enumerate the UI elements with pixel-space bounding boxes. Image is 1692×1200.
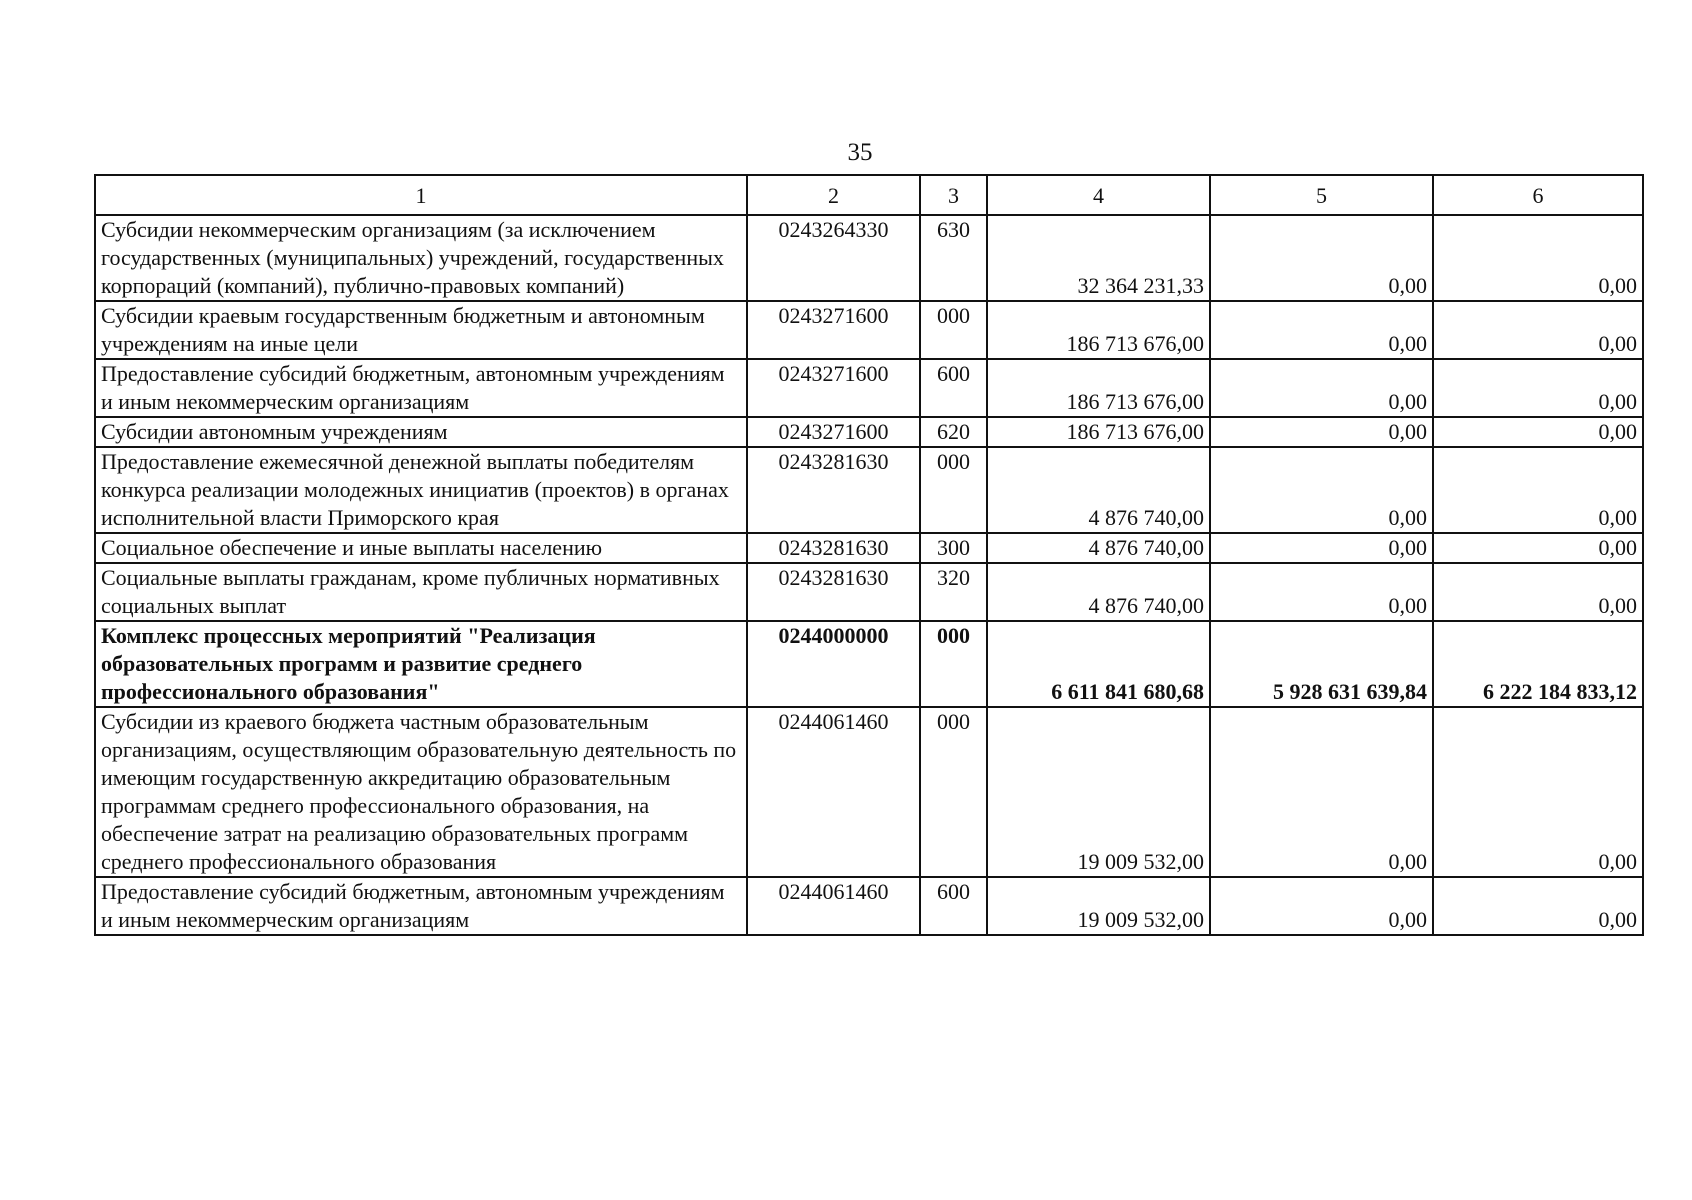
row-name: Субсидии некоммерческим организациям (за исключением государственных (муниципальных) учреждений, государственных корпораций (компаний), публично-правовых компаний) [95, 215, 747, 301]
page-number: 35 [847, 139, 873, 166]
row-name: Субсидии из краевого бюджета частным образовательным организациям, осуществляющим образовательную деятельность по имеющим государственную аккредитацию образовательным программам среднего профессионального образования, на обеспечение затрат на реализацию образовательных программ среднего профессионального образования [95, 707, 747, 877]
row-amount-4: 32 364 231,33 [987, 215, 1210, 301]
table-row [95, 417, 1643, 447]
column-header-2: 2 [747, 175, 920, 215]
row-amount-6: 0,00 [1433, 417, 1643, 447]
row-amount-6: 0,00 [1433, 301, 1643, 359]
row-amount-6: 0,00 [1433, 215, 1643, 301]
table-row [95, 301, 1643, 359]
row-type: 000 [920, 621, 987, 707]
row-name: Предоставление ежемесячной денежной выплаты победителям конкурса реализации молодежных инициатив (проектов) в органах исполнительной власти Приморского края [95, 447, 747, 533]
row-amount-4: 4 876 740,00 [987, 563, 1210, 621]
row-amount-5: 0,00 [1210, 301, 1433, 359]
row-type: 000 [920, 447, 987, 533]
row-code: 0244000000 [747, 621, 920, 707]
table-row [95, 533, 1643, 563]
row-amount-5: 0,00 [1210, 707, 1433, 877]
row-code: 0244061460 [747, 877, 920, 935]
row-code: 0243281630 [747, 447, 920, 533]
row-name: Социальные выплаты гражданам, кроме публичных нормативных социальных выплат [95, 563, 747, 621]
row-type: 600 [920, 359, 987, 417]
table-row [95, 707, 1643, 877]
row-amount-5: 5 928 631 639,84 [1210, 621, 1433, 707]
row-amount-5: 0,00 [1210, 447, 1433, 533]
row-amount-4: 19 009 532,00 [987, 707, 1210, 877]
row-name: Предоставление субсидий бюджетным, автономным учреждениям и иным некоммерческим организациям [95, 359, 747, 417]
row-name: Социальное обеспечение и иные выплаты населению [95, 533, 747, 563]
row-type: 320 [920, 563, 987, 621]
column-header-4: 4 [987, 175, 1210, 215]
row-amount-4: 186 713 676,00 [987, 417, 1210, 447]
table-row [95, 359, 1643, 417]
row-code: 0244061460 [747, 707, 920, 877]
column-header-5: 5 [1210, 175, 1433, 215]
row-amount-4: 19 009 532,00 [987, 877, 1210, 935]
row-amount-6: 0,00 [1433, 563, 1643, 621]
column-header-1: 1 [95, 175, 747, 215]
row-amount-5: 0,00 [1210, 417, 1433, 447]
row-type: 300 [920, 533, 987, 563]
table-row [95, 621, 1643, 707]
table-row [95, 215, 1643, 301]
row-amount-6: 0,00 [1433, 877, 1643, 935]
row-amount-5: 0,00 [1210, 877, 1433, 935]
row-type: 600 [920, 877, 987, 935]
row-amount-4: 186 713 676,00 [987, 359, 1210, 417]
row-name: Субсидии краевым государственным бюджетным и автономным учреждениям на иные цели [95, 301, 747, 359]
table-body [95, 215, 1643, 935]
row-amount-4: 6 611 841 680,68 [987, 621, 1210, 707]
row-type: 630 [920, 215, 987, 301]
row-amount-5: 0,00 [1210, 215, 1433, 301]
column-header-3: 3 [920, 175, 987, 215]
row-type: 000 [920, 707, 987, 877]
table-row [95, 877, 1643, 935]
row-amount-5: 0,00 [1210, 533, 1433, 563]
row-amount-4: 186 713 676,00 [987, 301, 1210, 359]
row-amount-4: 4 876 740,00 [987, 447, 1210, 533]
row-amount-5: 0,00 [1210, 563, 1433, 621]
row-amount-6: 6 222 184 833,12 [1433, 621, 1643, 707]
budget-table [94, 174, 1644, 936]
row-amount-6: 0,00 [1433, 447, 1643, 533]
row-type: 620 [920, 417, 987, 447]
row-name: Субсидии автономным учреждениям [95, 417, 747, 447]
row-code: 0243281630 [747, 563, 920, 621]
row-name: Предоставление субсидий бюджетным, автономным учреждениям и иным некоммерческим организациям [95, 877, 747, 935]
column-header-6: 6 [1433, 175, 1643, 215]
row-code: 0243271600 [747, 301, 920, 359]
table-header-row [95, 175, 1643, 215]
row-amount-6: 0,00 [1433, 707, 1643, 877]
table-row [95, 563, 1643, 621]
row-name: Комплекс процессных мероприятий "Реализация образовательных программ и развитие среднего профессионального образования" [95, 621, 747, 707]
row-code: 0243271600 [747, 417, 920, 447]
row-code: 0243281630 [747, 533, 920, 563]
table-row [95, 447, 1643, 533]
row-type: 000 [920, 301, 987, 359]
row-amount-4: 4 876 740,00 [987, 533, 1210, 563]
row-code: 0243271600 [747, 359, 920, 417]
row-amount-6: 0,00 [1433, 359, 1643, 417]
row-amount-5: 0,00 [1210, 359, 1433, 417]
row-amount-6: 0,00 [1433, 533, 1643, 563]
row-code: 0243264330 [747, 215, 920, 301]
